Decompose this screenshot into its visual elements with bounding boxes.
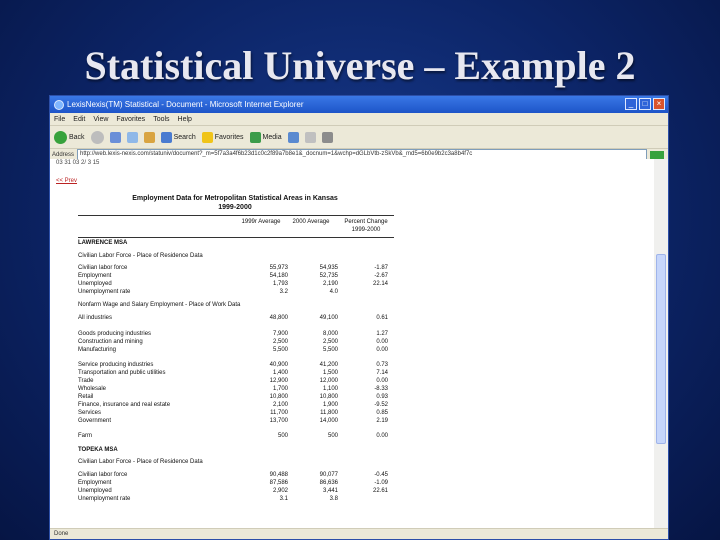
row-label: Employment — [78, 480, 112, 486]
row-value: 0.73 — [376, 362, 388, 368]
row-value: -8.33 — [374, 386, 388, 392]
row-value: 2,500 — [272, 339, 288, 345]
row-value: 40,900 — [269, 362, 288, 368]
column-header-percent: Percent Change 1999-2000 — [344, 219, 388, 233]
table-row — [78, 447, 394, 455]
star-icon — [202, 132, 213, 143]
row-value: 0.61 — [376, 315, 388, 321]
table-row — [78, 362, 394, 370]
row-label: Retail — [78, 394, 94, 400]
menu-help[interactable]: Help — [177, 115, 192, 123]
row-label: Unemployed — [78, 281, 112, 287]
row-value: 12,900 — [269, 378, 288, 384]
column-header-1999: 1999r Average — [241, 219, 281, 225]
row-value: 54,935 — [319, 265, 338, 271]
table-row — [78, 418, 394, 426]
browser-window — [49, 95, 669, 540]
table-row — [78, 496, 394, 504]
status-bar: Done — [50, 528, 668, 539]
row-value: 1,100 — [322, 386, 338, 392]
ie-icon — [54, 100, 64, 110]
row-value: 2,902 — [272, 488, 288, 494]
row-label: Construction and mining — [78, 339, 143, 345]
scrollbar-thumb[interactable] — [656, 254, 666, 444]
maximize-button[interactable]: □ — [639, 98, 651, 110]
search-button[interactable]: Search — [161, 132, 196, 143]
favorites-button[interactable]: Favorites — [202, 132, 244, 143]
row-value: 11,800 — [320, 410, 338, 416]
row-label: Unemployment rate — [78, 289, 131, 295]
row-value: 3,441 — [322, 488, 338, 494]
row-value: 0.00 — [376, 378, 388, 384]
menu-tools[interactable]: Tools — [153, 115, 170, 123]
row-value: 5,500 — [272, 347, 288, 353]
media-icon — [250, 132, 261, 143]
address-label: Address — [52, 151, 75, 158]
table-row — [78, 378, 394, 386]
table-row — [78, 302, 394, 310]
row-value: 54,180 — [269, 273, 288, 279]
row-label: Civilian Labor Force - Place of Residence Data — [78, 459, 203, 465]
close-button[interactable]: × — [653, 98, 665, 110]
row-value: 2,500 — [322, 339, 338, 345]
row-value: 0.00 — [376, 347, 388, 353]
table-row — [78, 240, 394, 248]
page-content — [50, 159, 655, 529]
table-row — [78, 480, 394, 488]
slide-title: Statistical Universe – Example 2 — [84, 43, 636, 88]
row-value: 1,500 — [322, 370, 338, 376]
row-label: Wholesale — [78, 386, 107, 392]
row-label: Civilian labor force — [78, 265, 128, 271]
table-row — [78, 472, 394, 480]
table-row — [78, 488, 394, 496]
row-value: 500 — [327, 433, 338, 439]
row-label: Services — [78, 410, 102, 416]
row-value: 11,700 — [270, 410, 288, 416]
stop-icon[interactable] — [110, 132, 121, 143]
row-value: 1,900 — [322, 402, 338, 408]
row-value: 3.2 — [279, 289, 288, 295]
table-row — [78, 281, 394, 289]
back-button[interactable]: Back — [54, 131, 85, 144]
row-label: Nonfarm Wage and Salary Employment - Place of Work Data — [78, 302, 241, 308]
table-row — [78, 339, 394, 347]
vertical-scrollbar[interactable] — [654, 159, 668, 529]
row-value: 1,400 — [272, 370, 288, 376]
row-value: 8,000 — [322, 331, 338, 337]
prev-link[interactable]: << Prev — [56, 178, 78, 184]
table-row — [78, 370, 394, 378]
toolbar — [50, 126, 668, 149]
table-row — [78, 315, 394, 323]
row-label: Unemployment rate — [78, 496, 131, 502]
back-arrow-icon — [54, 131, 67, 144]
row-label: Civilian labor force — [78, 472, 128, 478]
row-value: -1.87 — [374, 265, 388, 271]
row-value: 49,100 — [319, 315, 338, 321]
table-row — [78, 265, 394, 273]
table-row — [78, 394, 394, 402]
table-row — [78, 410, 394, 418]
row-label: Service producing industries — [78, 362, 154, 368]
row-label: Finance, insurance and real estate — [78, 402, 171, 408]
row-value: 0.93 — [376, 394, 388, 400]
row-value: 52,735 — [319, 273, 338, 279]
row-value: 10,800 — [319, 394, 338, 400]
row-label: Goods producing industries — [78, 331, 152, 337]
row-value: 1,793 — [272, 281, 288, 287]
menu-view[interactable]: View — [93, 115, 109, 123]
row-value: 0.85 — [376, 410, 388, 416]
row-value: 22.14 — [372, 281, 388, 287]
row-value: 2.19 — [376, 418, 388, 424]
row-value: 4.0 — [329, 289, 338, 295]
row-label: All industries — [78, 315, 113, 321]
row-value: 12,000 — [319, 378, 338, 384]
row-value: 0.00 — [376, 433, 388, 439]
history-icon[interactable] — [288, 132, 299, 143]
row-value: 22.61 — [372, 488, 388, 494]
minimize-button[interactable]: _ — [625, 98, 637, 110]
row-label: Government — [78, 418, 112, 424]
table-row — [78, 433, 394, 441]
row-value: 1.27 — [376, 331, 388, 337]
media-button[interactable]: Media — [250, 132, 282, 143]
menu-bar — [50, 113, 668, 126]
row-value: 86,636 — [319, 480, 338, 486]
row-value: 41,200 — [319, 362, 338, 368]
row-label: Manufacturing — [78, 347, 117, 353]
row-value: 13,700 — [269, 418, 288, 424]
row-label: Transportation and public utilities — [78, 370, 166, 376]
row-value: 2,100 — [272, 402, 288, 408]
row-value: 3.8 — [329, 496, 338, 502]
table-row — [78, 273, 394, 281]
row-value: 90,077 — [319, 472, 338, 478]
row-value: -1.09 — [374, 480, 388, 486]
row-value: 500 — [277, 433, 288, 439]
table-top-rule — [78, 215, 394, 216]
menu-file[interactable]: File — [54, 115, 66, 123]
row-label: Civilian Labor Force - Place of Residence Data — [78, 253, 203, 259]
go-button[interactable] — [650, 151, 664, 159]
home-icon[interactable] — [144, 132, 155, 143]
row-value: 14,000 — [319, 418, 338, 424]
row-value: -2.67 — [374, 273, 388, 279]
table-row — [78, 459, 394, 467]
table-title: Employment Data for Metropolitan Statistical Areas in Kansas 1999-2000 — [132, 195, 338, 211]
row-value: 7.14 — [376, 370, 388, 376]
row-value: -9.52 — [374, 402, 388, 408]
column-header-2000: 2000 Average — [292, 219, 330, 225]
row-label: LAWRENCE MSA — [78, 240, 128, 246]
row-value: 3.1 — [279, 496, 288, 502]
menu-edit[interactable]: Edit — [73, 115, 86, 123]
refresh-icon[interactable] — [127, 132, 138, 143]
table-header-rule — [78, 237, 394, 238]
row-label: Employment — [78, 273, 112, 279]
row-value: 0.00 — [376, 339, 388, 345]
page-fragment-text: 03 31 03 2/ 3 15 — [56, 160, 100, 166]
row-value: 87,586 — [269, 480, 288, 486]
address-input[interactable]: http://web.lexis-nexis.com/statuniv/document?_m=5f7a3a4f6b23d1c0c2f89a7b8e1&_docnum=1&wchp=dGLbVtb-zSkVb&_md5=6b0e9b2c3a8b4f7c — [77, 149, 647, 160]
table-row — [78, 347, 394, 355]
table-row — [78, 386, 394, 394]
row-label: Unemployed — [78, 488, 112, 494]
print-icon[interactable] — [322, 132, 333, 143]
row-value: 55,973 — [269, 265, 288, 271]
row-value: -0.45 — [374, 472, 388, 478]
row-value: 7,900 — [272, 331, 288, 337]
window-title: LexisNexis(TM) Statistical - Document - Microsoft Internet Explorer — [67, 100, 304, 109]
table-row — [78, 253, 394, 261]
forward-arrow-icon — [91, 131, 104, 144]
forward-button[interactable] — [91, 131, 104, 144]
row-value: 5,500 — [322, 347, 338, 353]
row-value: 1,700 — [272, 386, 288, 392]
table-row — [78, 331, 394, 339]
row-value: 10,800 — [269, 394, 288, 400]
row-label: Farm — [78, 433, 92, 439]
mail-icon[interactable] — [305, 132, 316, 143]
row-value: 2,190 — [322, 281, 338, 287]
row-label: TOPEKA MSA — [78, 447, 118, 453]
table-row — [78, 402, 394, 410]
row-value: 90,488 — [269, 472, 288, 478]
menu-favorites[interactable]: Favorites — [116, 115, 146, 123]
search-icon — [161, 132, 172, 143]
row-label: Trade — [78, 378, 94, 384]
title-bar — [50, 96, 668, 113]
table-row — [78, 289, 394, 297]
row-value: 48,800 — [269, 315, 288, 321]
